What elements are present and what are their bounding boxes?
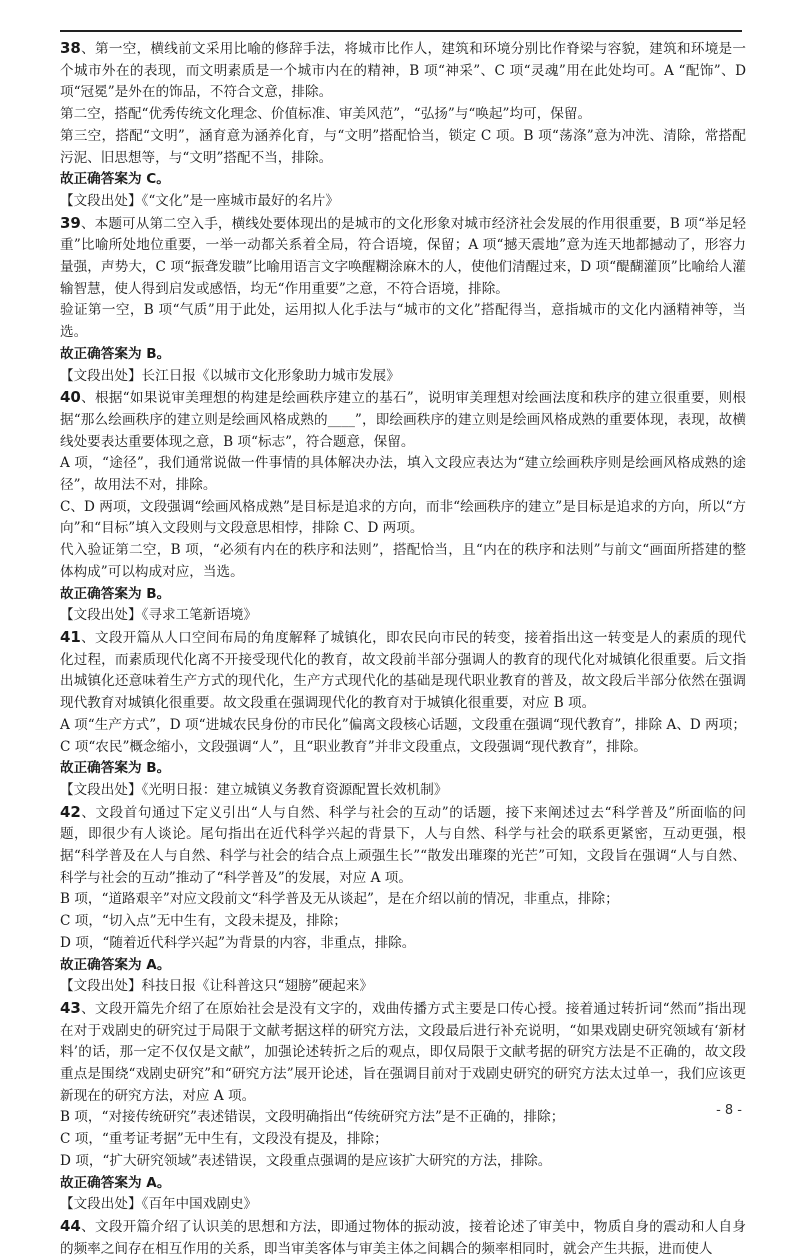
question-paragraph bbox=[60, 387, 746, 453]
source-line: 【文段出处】《百年中国戏剧史》 bbox=[60, 1196, 258, 1213]
paragraph: A 项，“途径”，我们通常说做一件事情的具体解决办法，填入文段应表达为“建立绘画秩序则是绘画风格成熟的途径”，故用法不对，排除。 bbox=[60, 455, 746, 494]
paragraph: B 项，“对接传统研究”表述错误，文段明确指出“传统研究方法”是不正确的，排除； bbox=[60, 1109, 565, 1126]
header-rule bbox=[60, 30, 742, 32]
question-paragraph bbox=[60, 998, 746, 1108]
page-number: - 8 - bbox=[716, 1103, 742, 1118]
paragraph: C 项，“切入点”无中生有，文段未提及，排除； bbox=[60, 913, 347, 930]
paragraph: A 项“生产方式”，D 项“进城农民身份的市民化”偏离文段核心话题，文段重在强调“现代教育”，排除 A、D 两项；C 项“农民”概念缩小，文段强调“人”，且“职业教育”并非文段重点，文段强调“现代教育”，排除。 bbox=[60, 716, 746, 755]
paragraph: D 项，“扩大研究领域”表述错误，文段重点强调的是应该扩大研究的方法，排除。 bbox=[60, 1152, 552, 1169]
question-paragraph bbox=[60, 627, 746, 715]
paragraph: C、D 两项，文段强调“绘画风格成熟”是目标是追求的方向，而非“绘画秩序的建立”是目标是追求的方向，所以“方向”和“目标”填入文段则与文段意思相悖，排除 C、D 两项。 bbox=[60, 498, 746, 537]
question-paragraph bbox=[60, 213, 746, 301]
source-line: 【文段出处】《光明日报：建立城镇义务教育资源配置长效机制》 bbox=[60, 781, 448, 798]
question-number: 40 bbox=[60, 388, 81, 407]
answer-line: 故正确答案为 A。 bbox=[60, 1174, 171, 1191]
question-number: 42 bbox=[60, 802, 81, 821]
paragraph-text: 、文段开篇介绍了认识美的思想和方法，即通过物体的振动波，接着论述了审美中，物质自身的震动和人自身的频率之间存在相互作用的关系，即当审美客体与审美主体之间耦合的频率相同时，就会产生共振，进而使人 bbox=[60, 1218, 746, 1257]
paragraph: 代入验证第二空，B 项，“必须有内在的秩序和法则”，搭配恰当，且“内在的秩序和法则”与前文“画面所搭建的整体构成”可以构成对应，当选。 bbox=[60, 542, 746, 580]
paragraph-text: 、第一空，横线前文采用比喻的修辞手法，将城市比作人，建筑和环境分别比作脊梁与容貌，建筑和环境是一个城市外在的表现，而文明素质是一个城市内在的精神，B 项“神采”、C 项“灵魂”用在此处均可。A “配饰”、D 项“冠冕”是外在的饰品，不符合文意，排除。 bbox=[60, 41, 746, 101]
question-paragraph bbox=[60, 802, 746, 890]
answer-line: 故正确答案为 B。 bbox=[60, 760, 171, 777]
source-line: 【文段出处】科技日报《让科普这只“翅膀”硬起来》 bbox=[60, 978, 373, 995]
answer-line: 故正确答案为 A。 bbox=[60, 956, 171, 973]
source-line: 【文段出处】《寻求工笔新语境》 bbox=[60, 607, 258, 624]
paragraph: 验证第一空，B 项“气质”用于此处，运用拟人化手法与“城市的文化”搭配得当，意指城市的文化内涵精神等，当选。 bbox=[60, 302, 746, 341]
question-number: 43 bbox=[60, 998, 81, 1017]
paragraph: B 项，“道路艰辛”对应文段前文“科学普及无从谈起”，是在介绍以前的情况，非重点，排除； bbox=[60, 891, 619, 908]
answer-line: 故正确答案为 C。 bbox=[60, 171, 170, 188]
paragraph: D 项，“随着近代科学兴起”为背景的内容，非重点，排除。 bbox=[60, 934, 416, 951]
paragraph-text: 、文段开篇先介绍了在原始社会是没有文字的，戏曲传播方式主要是口传心授。接着通过转折词“然而”指出现在对于戏剧史的研究过于局限于文献考据这样的研究方法，文段最后进行补充说明，“如果戏剧史研究领域有‘新材料’的话，那一定不仅仅是文献”，加强论述转折之后的观点，即仅局限于文献考据的研究方法是不正确的，故文段重点是围绕“戏剧史研究”和“研究方法”展开论述，旨在强调目前对于戏剧史研究的研究方法太过单一，我们应该更新现在的研究方法，对应 A 项。 bbox=[60, 1000, 746, 1104]
paragraph: C 项，“重考证考据”无中生有，文段没有提及，排除； bbox=[60, 1131, 388, 1148]
question-number: 38 bbox=[60, 39, 81, 57]
question-paragraph bbox=[60, 1216, 746, 1260]
paragraph: 第三空，搭配“文明”，涵育意为涵养化育，与“文明”搭配恰当，锁定 C 项。B 项“荡涤”意为冲洗、清除，常搭配污泥、旧思想等，与“文明”搭配不当，排除。 bbox=[60, 127, 746, 166]
document-body bbox=[60, 38, 746, 1260]
question-paragraph bbox=[60, 38, 746, 104]
question-number: 39 bbox=[60, 213, 81, 232]
source-line: 【文段出处】长江日报《以城市文化形象助力城市发展》 bbox=[60, 367, 400, 384]
paragraph-text: 、文段首句通过下定义引出“人与自然、科学与社会的互动”的话题，接下来阐述过去“科学普及”所面临的问题，即很少有人谈论。尾句指出在近代科学兴起的背景下，人与自然、科学与社会的联系更紧密，互动更强，根据“科学普及在人与自然、科学与社会的结合点上顽强生长”“散发出璀璨的光芒”可知，文段旨在强调“人与自然、科学与社会的互动”推动了“科学普及”的发展，对应 A 项。 bbox=[60, 804, 746, 886]
answer-line: 故正确答案为 B。 bbox=[60, 585, 171, 602]
paragraph-text: 、本题可从第二空入手，横线处要体现出的是城市的文化形象对城市经济社会发展的作用很重要，B 项“举足轻重”比喻所处地位重要，一举一动都关系着全局，符合语境，保留；A 项“撼天震地”意为连天地都撼动了，形容力量强，声势大，C 项“振聋发聩”比喻用语言文字唤醒糊涂麻木的人，使他们清醒过来，D 项“醍醐灌顶”比喻给人灌输智慧，使人得到启发或感悟，均无“作用重要”之意，不符合语境，排除。 bbox=[60, 215, 746, 297]
question-number: 44 bbox=[60, 1216, 81, 1235]
question-number: 41 bbox=[60, 627, 81, 646]
answer-line: 故正确答案为 B。 bbox=[60, 345, 171, 362]
paragraph-text: 、根据“如果说审美理想的构建是绘画秩序建立的基石”，说明审美理想对绘画法度和秩序的建立很重要，则根据“那么绘画秩序的建立则是绘画风格成熟的____”，即绘画秩序的建立则是绘画风格成熟的重要体现，表现，故横线处要表达重要体现之意，B 项“标志”，符合题意，保留。 bbox=[60, 390, 746, 450]
paragraph: 第二空，搭配“优秀传统文化理念、价值标准、审美风范”，“弘扬”与“唤起”均可，保留。 bbox=[60, 106, 592, 123]
source-line: 【文段出处】《“文化”是一座城市最好的名片》 bbox=[60, 192, 339, 209]
paragraph-text: 、文段开篇从人口空间布局的角度解释了城镇化，即农民向市民的转变，接着指出这一转变是人的素质的现代化过程，而素质现代化离不开接受现代化的教育，故文段前半部分强调人的教育的现代化对城镇化很重要。后文指出城镇化还意味着生产方式的现代化，生产方式现代化的基础是现代职业教育的普及，故文段后半部分依然在强调现代教育对城镇化很重要。故文段重在强调现代化的教育对于城镇化很重要，对应 B 项。 bbox=[60, 629, 746, 712]
